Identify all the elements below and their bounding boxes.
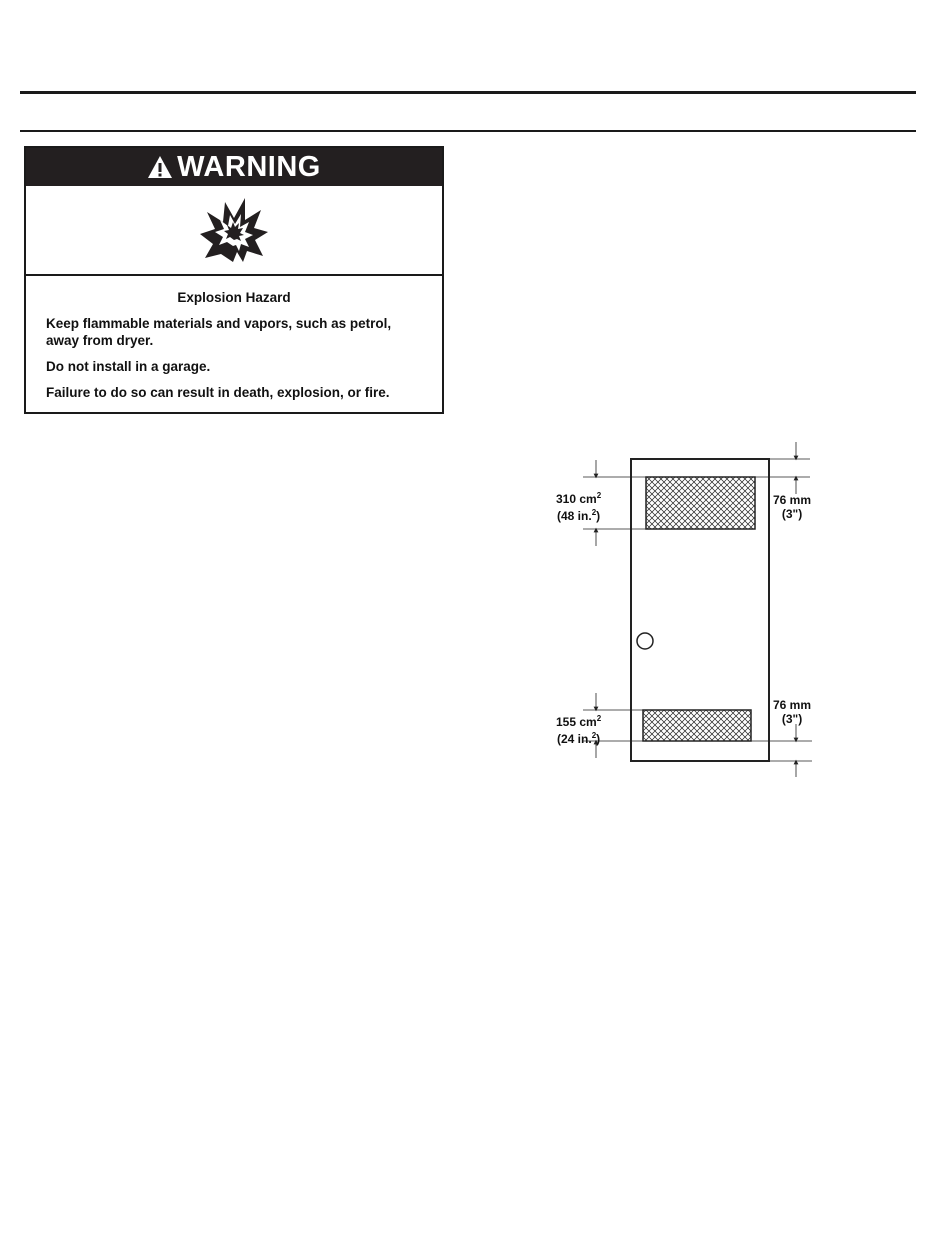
warning-box — [24, 146, 444, 414]
bottom-vent — [643, 710, 751, 741]
bottom-offset-label: 76 mm (3") — [773, 698, 812, 726]
header-rule — [20, 91, 916, 94]
door-knob — [637, 633, 653, 649]
top-vent-area-label: 310 $cm^2$ (48 in.$^2$) — [556, 491, 602, 523]
warning-instruction: Keep flammable materials and vapors, such as petrol, away from dryer. — [46, 316, 392, 348]
warning-symbol-area — [26, 186, 442, 276]
warning-consequence: Failure to do so can result in death, explosion, or fire. — [46, 385, 390, 400]
section-rule — [20, 130, 916, 132]
warning-header — [26, 148, 442, 186]
warning-body — [26, 276, 442, 401]
explosion-icon — [199, 196, 269, 264]
door-vent-diagram — [550, 440, 830, 780]
warning-title: WARNING — [177, 150, 321, 183]
warning-instruction: Do not install in a garage. — [46, 359, 211, 374]
warning-triangle-icon — [147, 155, 173, 179]
top-offset-label: 76 mm (3") — [773, 493, 812, 521]
hazard-name: Explosion Hazard — [177, 290, 291, 305]
bottom-vent-area-label: 155 $cm^2$ (24 in.$^2$) — [556, 714, 602, 746]
top-vent — [646, 477, 755, 529]
